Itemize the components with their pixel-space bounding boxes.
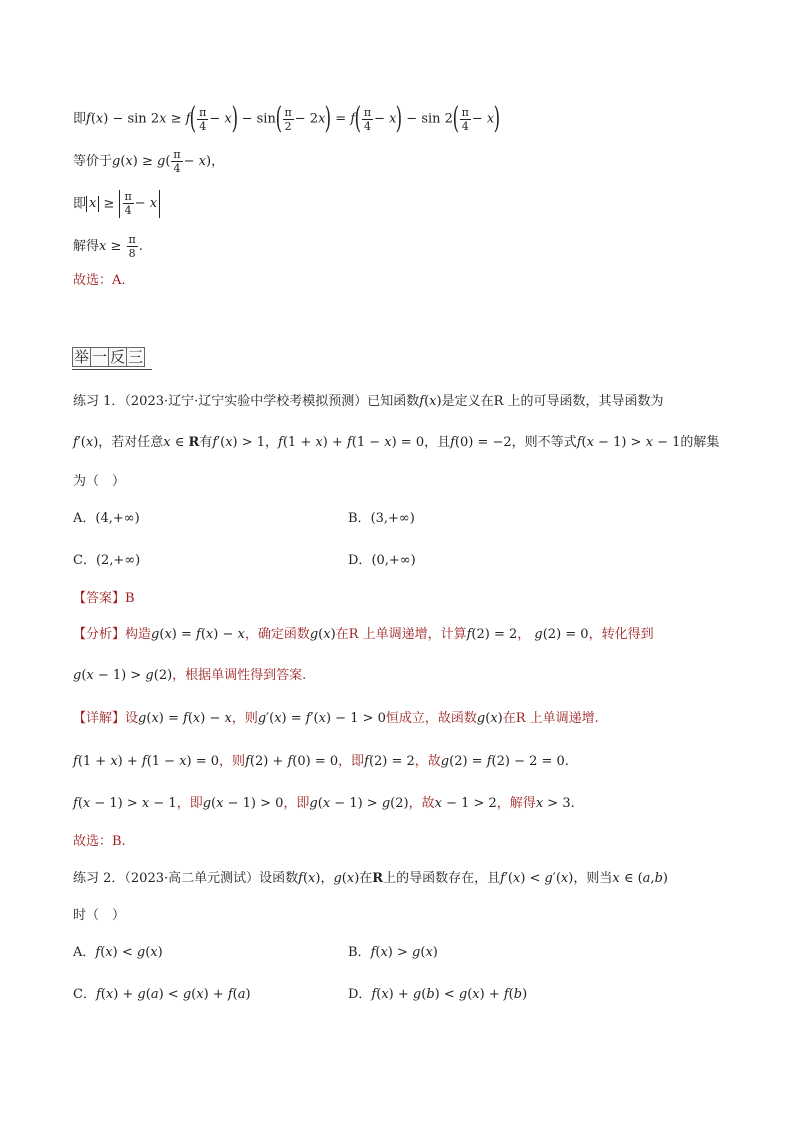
exercise1-analysis-2: g(x − 1) > g(2)，根据单调性得到答案. xyxy=(73,668,307,683)
section-heading: 举 一 反 三 xyxy=(72,347,152,370)
exercise1-option-d: D．(0,+∞) xyxy=(348,553,416,568)
exercise2-option-b: B．f(x) > g(x) xyxy=(348,945,438,960)
solution-line-3: 即 x ≥ $\frac{\pi}{4}$ − x xyxy=(73,190,160,218)
solution-conclusion: 故选：A. xyxy=(73,273,126,288)
exercise2-line-1: 练习 2．（2023·高二单元测试）设函数f(x)，g(x)在R上的导函数存在，且f′(x) < g′(x)，则当x ∈ (a,b) xyxy=(73,871,668,886)
exercise2-line-2: 时（ ） xyxy=(73,908,126,923)
exercise1-option-b: B．(3,+∞) xyxy=(348,511,415,526)
exercise1-line-3: 为（ ） xyxy=(73,474,126,489)
solution-line-4: 解得x ≥ $\frac{\pi}{8}$ . xyxy=(73,233,143,260)
exercise1-option-c: C．(2,+∞) xyxy=(73,553,141,568)
exercise1-line-2: f′(x)，若对任意x ∈ R有f′(x) > 1，f(1 + x) + f(1 − x) = 0，且f(0) = −2，则不等式f(x − 1) > x − 1的解集 xyxy=(73,435,720,450)
exercise1-option-a: A．(4,+∞) xyxy=(73,511,140,526)
solution-line-2: 等价于g(x) ≥ g( $\frac{\pi}{4}$ − x)， xyxy=(73,148,225,175)
exercise2-option-a: A．f(x) < g(x) xyxy=(73,945,163,960)
exercise1-detail-2: f(1 + x) + f(1 − x) = 0，则f(2) + f(0) = 0，即f(2) = 2，故g(2) = f(2) − 2 = 0. xyxy=(73,754,569,769)
exercise2-option-d: D．f(x) + g(b) < g(x) + f(b) xyxy=(348,987,528,1002)
exercise1-detail-1: 【详解】设g(x) = f(x) − x，则g′(x) = f′(x) − 1 > 0恒成立，故函数g(x)在R 上单调递增. xyxy=(73,711,599,726)
exercise1-detail-3: f(x − 1) > x − 1，即g(x − 1) > 0，即g(x − 1) > g(2)，故x − 1 > 2，解得x > 3. xyxy=(73,796,575,811)
exercise1-analysis-1: 【分析】构造g(x) = f(x) − x，确定函数g(x)在R 上单调递增，计算f(2) = 2， g(2) = 0，转化得到 xyxy=(73,627,654,642)
solution-line-1: 即f(x) − sin 2x ≥ f( $\frac{\pi}{4}$ − x) − sin( $\frac{\pi}{2}$ − 2x) = f( $\frac{\pi}{4}$ − x) − sin 2( $\frac{\pi}{4}$ − x) xyxy=(73,101,501,136)
exercise1-answer: 【答案】B xyxy=(73,591,135,606)
exercise1-conclusion: 故选：B. xyxy=(73,834,126,849)
exercise1-line-1: 练习 1．（2023·辽宁·辽宁实验中学校考模拟预测）已知函数f(x)是定义在R 上的可导函数，其导函数为 xyxy=(73,394,664,409)
exercise2-option-c: C．f(x) + g(a) < g(x) + f(a) xyxy=(73,987,251,1002)
